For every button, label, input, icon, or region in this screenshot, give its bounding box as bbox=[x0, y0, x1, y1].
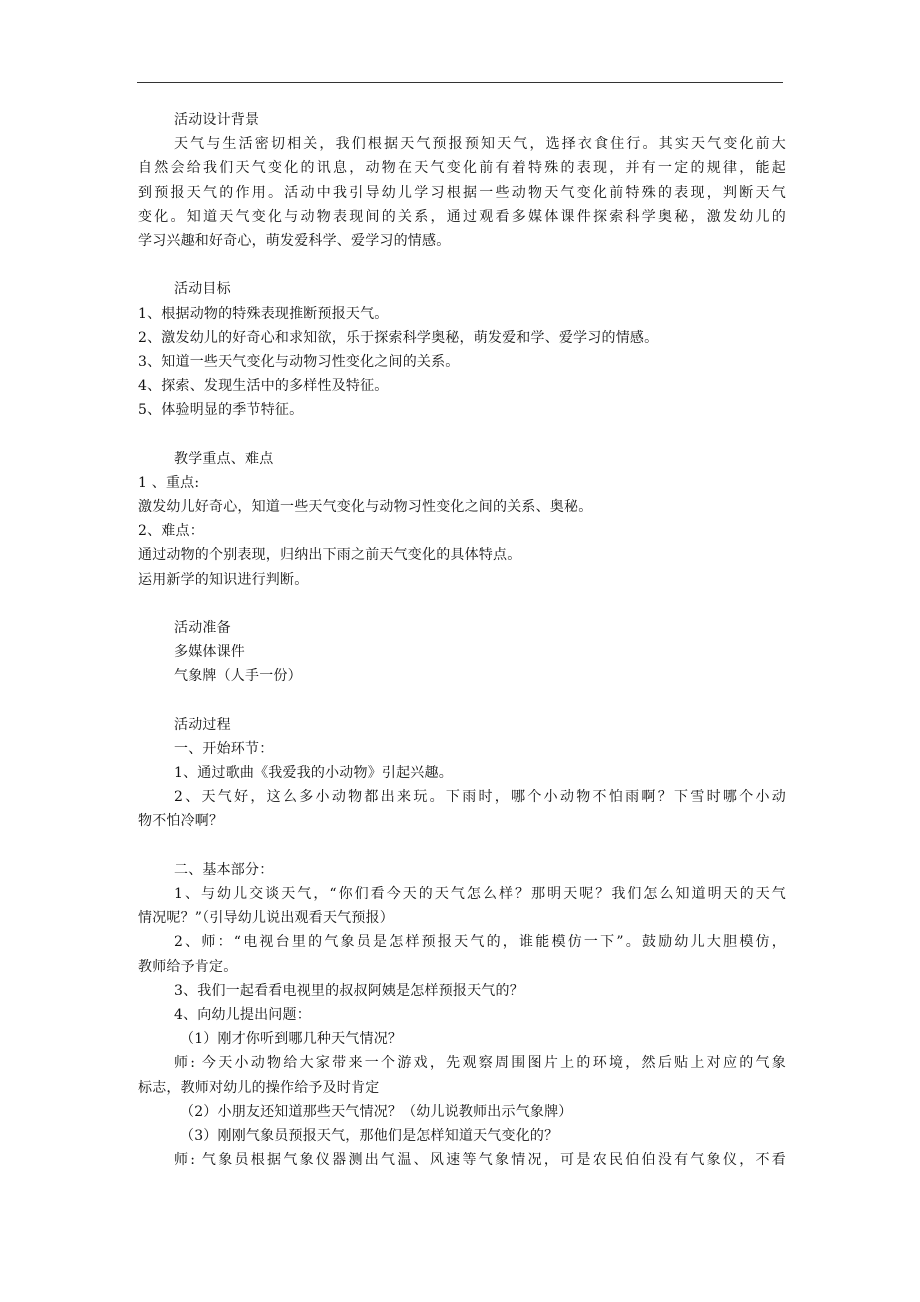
spacer bbox=[138, 834, 786, 858]
prep-item: 多媒体课件 bbox=[174, 644, 245, 661]
question-item: （1）刚才你听到哪几种天气情况？ bbox=[180, 1031, 403, 1048]
background-line: 到预报天气的作用。活动中我引导幼儿学习根据一些动物天气变化前特殊的表现，判断天气 bbox=[138, 184, 786, 201]
part1-title: 一、开始环节： bbox=[174, 740, 274, 757]
part2-item-wrap: 教师给予肯定。 bbox=[138, 958, 238, 975]
goal-item: 5、体验明显的季节特征。 bbox=[138, 402, 304, 419]
background-line: 学习兴趣和好奇心，萌发爱科学、爱学习的情感。 bbox=[138, 232, 451, 249]
part2-title: 二、基本部分： bbox=[174, 861, 274, 878]
goal-item: 2、激发幼儿的好奇心和求知欲，乐于探索科学奥秘，萌发爱和学、爱学习的情感。 bbox=[138, 329, 659, 346]
process-heading: 活动过程 bbox=[174, 716, 231, 733]
goals-heading: 活动目标 bbox=[174, 281, 231, 298]
part2-item: 1、与幼儿交谈天气，“你们看今天的天气怎么样？那明天呢？我们怎么知道明天的天气 bbox=[174, 886, 786, 902]
teacher-line: 师: 气象员根据气象仪器测出气温、风速等气象情况，可是农民伯伯没有气象仪，不看 bbox=[174, 1152, 786, 1169]
prep-item: 气象牌（人手一份） bbox=[174, 668, 302, 685]
goal-item: 4、探索、发现生活中的多样性及特征。 bbox=[138, 378, 389, 395]
spacer bbox=[138, 689, 786, 713]
spacer bbox=[138, 422, 786, 446]
focus-hard-line: 通过动物的个别表现，归纳出下雨之前天气变化的具体特点。 bbox=[138, 547, 522, 564]
part2-item: 4、向幼儿提出问题： bbox=[174, 1006, 311, 1023]
part2-item: 3、我们一起看看电视里的叔叔阿姨是怎样预报天气的？ bbox=[174, 982, 524, 999]
focus-key-label: 1 、重点: bbox=[138, 474, 200, 491]
goal-item: 1、根据动物的特殊表现推断预报天气。 bbox=[138, 305, 389, 322]
spacer bbox=[138, 592, 786, 616]
focus-hard-line: 运用新学的知识进行判断。 bbox=[138, 571, 309, 588]
header-rule bbox=[137, 82, 783, 83]
question-item: （2）小朋友还知道那些天气情况？（幼儿说教师出示气象牌） bbox=[180, 1103, 573, 1120]
spacer bbox=[138, 253, 786, 277]
background-line: 自然会给我们天气变化的讯息，动物在天气变化前有着特殊的表现，并有一定的规律，能起 bbox=[138, 160, 786, 177]
document-body bbox=[138, 108, 786, 1172]
question-item: （3）刚刚气象员预报天气，那他们是怎样知道天气变化的？ bbox=[180, 1127, 559, 1144]
prep-heading: 活动准备 bbox=[174, 619, 231, 636]
focus-heading: 教学重点、难点 bbox=[174, 450, 274, 467]
part1-item: 1、通过歌曲《我爱我的小动物》引起兴趣。 bbox=[174, 765, 453, 782]
teacher-line: 师: 今天小动物给大家带来一个游戏，先观察周围图片上的环境，然后贴上对应的气象 bbox=[174, 1055, 786, 1072]
background-heading: 活动设计背景 bbox=[174, 112, 260, 128]
focus-key-text: 激发幼儿好奇心，知道一些天气变化与动物习性变化之间的关系、奥秘。 bbox=[138, 499, 593, 515]
focus-hard-label: 2、难点： bbox=[138, 523, 204, 540]
part1-item-wrap: 物不怕冷啊？ bbox=[138, 813, 224, 830]
background-line: 变化。知道天气变化与动物表现间的关系，通过观看多媒体课件探索科学奥秘，激发幼儿的 bbox=[138, 208, 786, 225]
goal-item: 3、知道一些天气变化与动物习性变化之间的关系。 bbox=[138, 353, 460, 370]
teacher-line-wrap: 标志，教师对幼儿的操作给予及时肯定 bbox=[138, 1079, 380, 1096]
part2-item-wrap: 情况呢？”（引导幼儿说出观看天气预报） bbox=[138, 910, 394, 927]
background-line: 天气与生活密切相关，我们根据天气预报预知天气，选择衣食住行。其实天气变化前大 bbox=[174, 136, 786, 153]
part2-item: 2、师：“电视台里的气象员是怎样预报天气的，谁能模仿一下”。鼓励幼儿大胆模仿， bbox=[174, 934, 786, 951]
part1-item: 2、天气好，这么多小动物都出来玩。下雨时，哪个小动物不怕雨啊？下雪时哪个小动 bbox=[174, 789, 786, 806]
